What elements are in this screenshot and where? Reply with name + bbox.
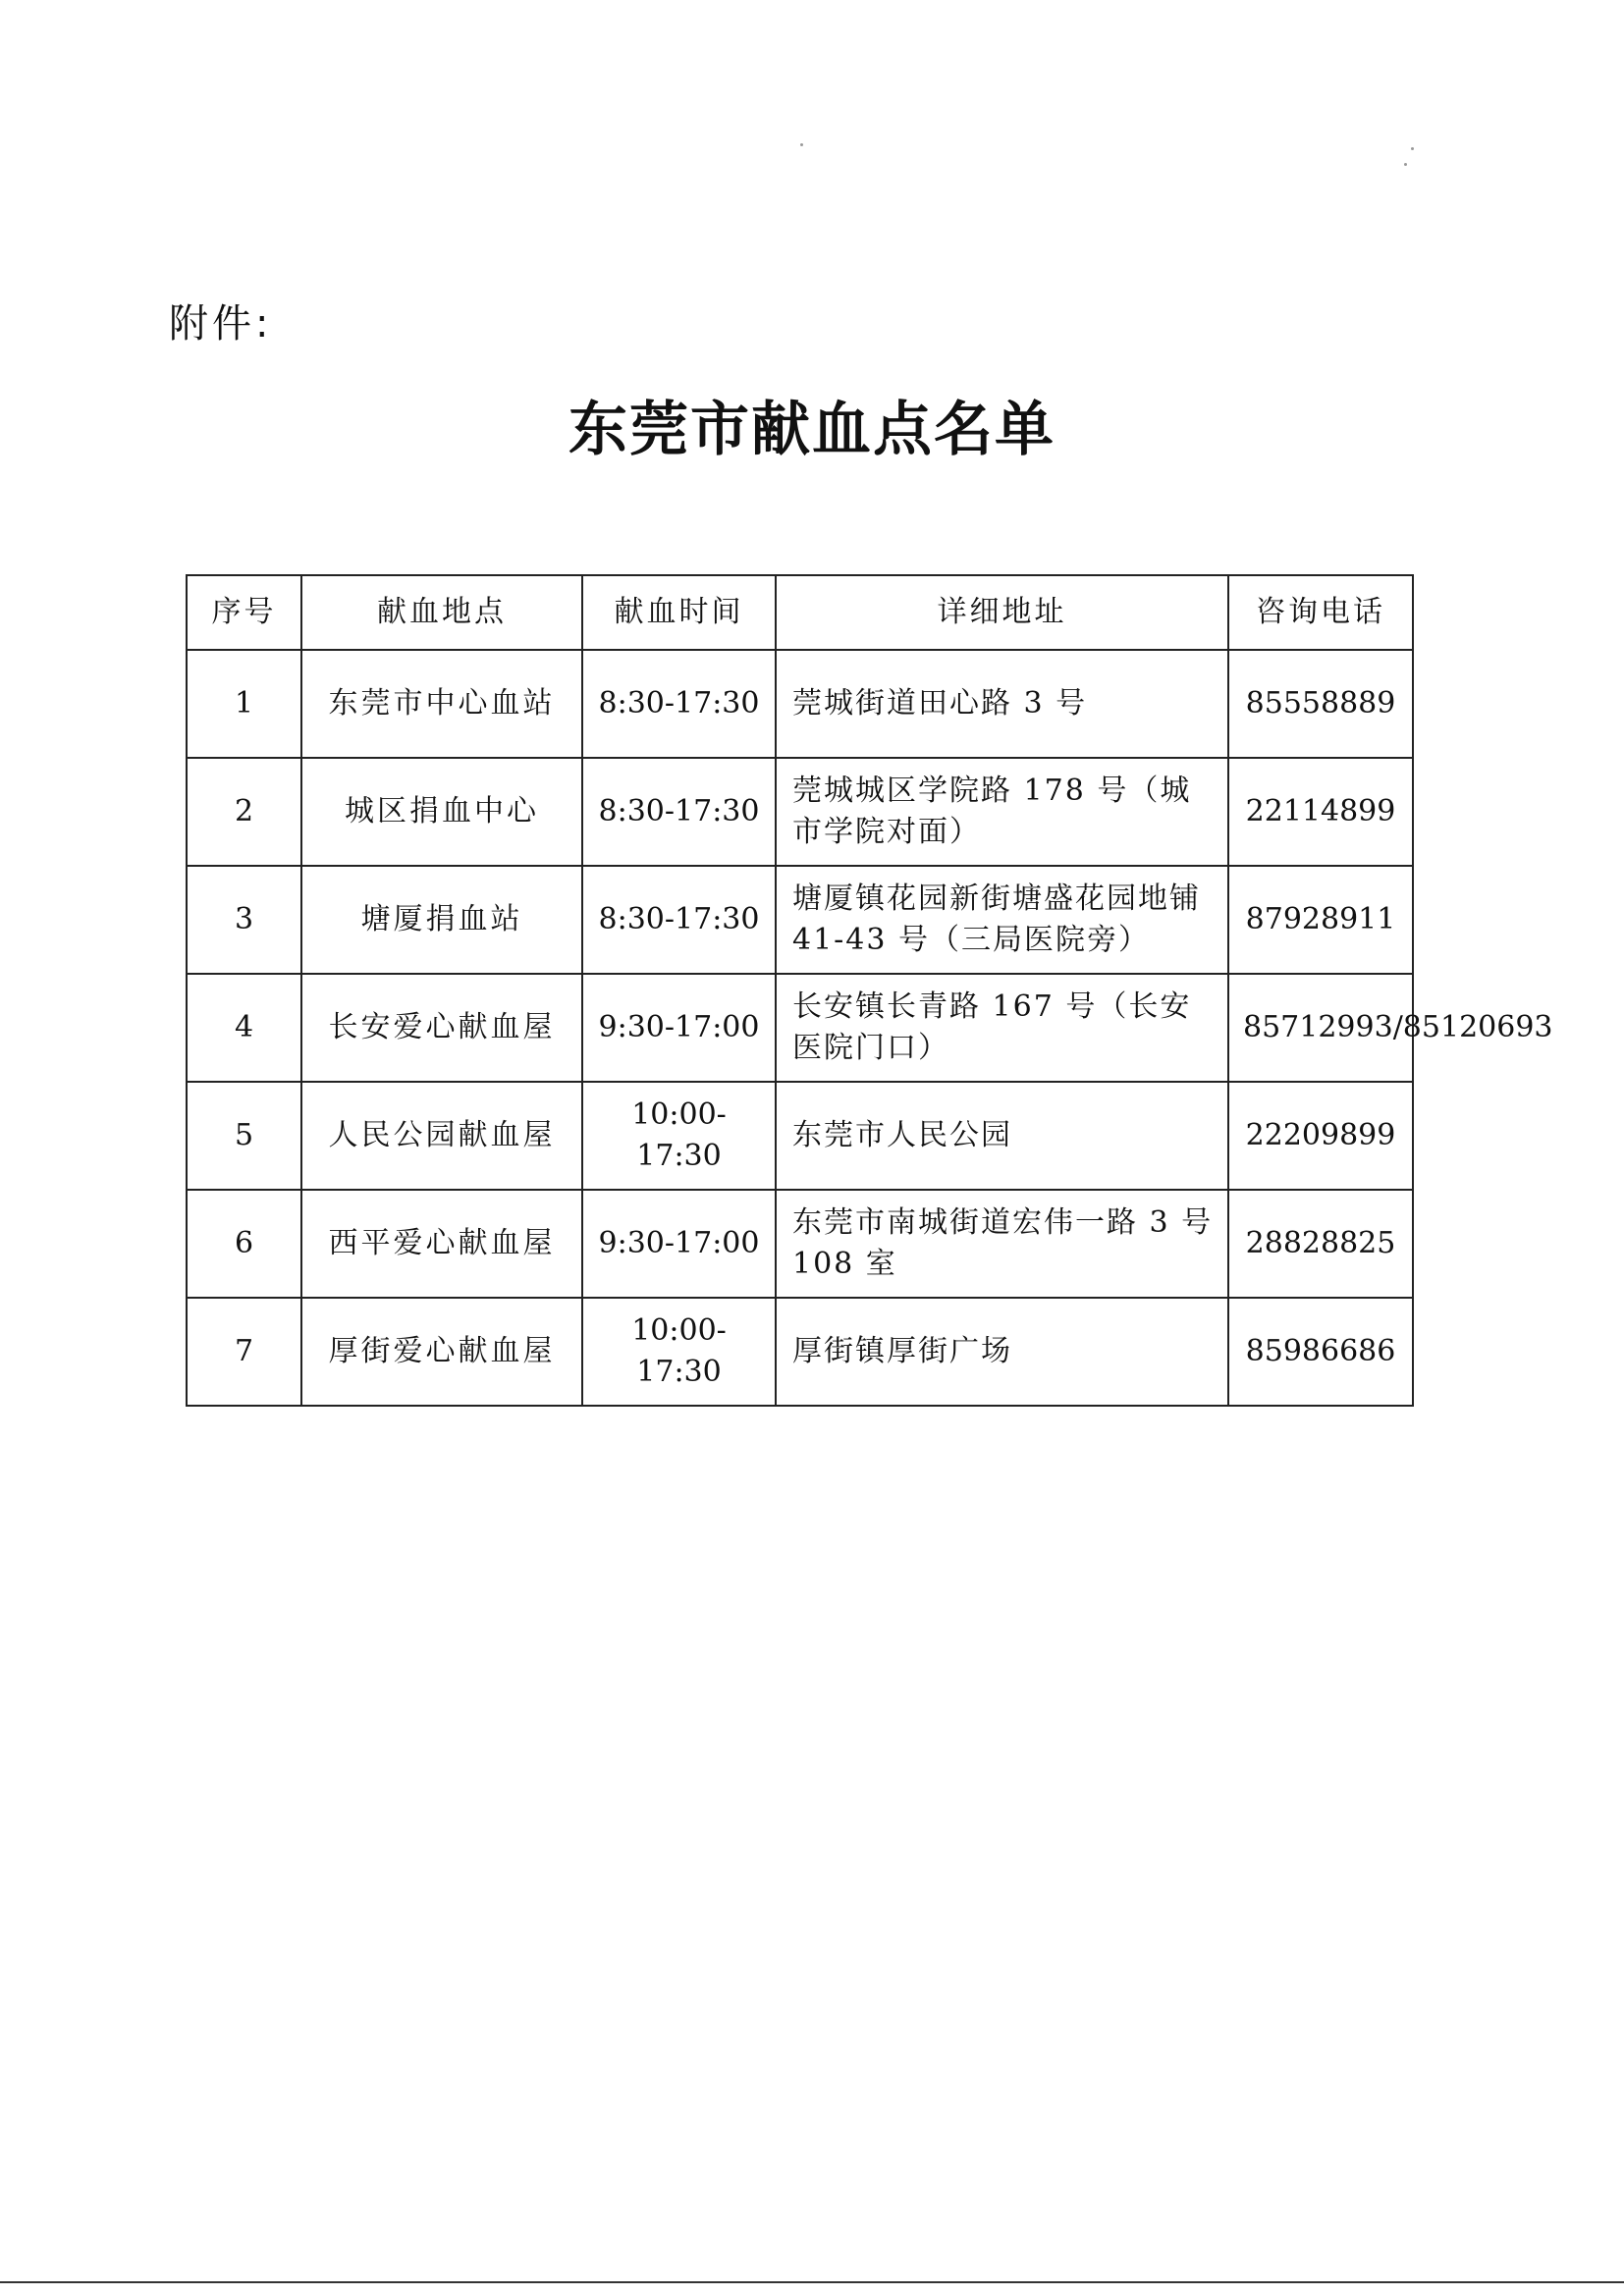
column-header-seq: 序号 bbox=[187, 575, 301, 650]
scan-speck bbox=[1404, 163, 1407, 166]
cell-address: 东莞市人民公园 bbox=[776, 1082, 1228, 1190]
scan-edge-line bbox=[0, 2281, 1624, 2283]
cell-seq: 5 bbox=[187, 1082, 301, 1190]
table-header-row bbox=[187, 575, 1413, 650]
column-header-phone: 咨询电话 bbox=[1228, 575, 1413, 650]
cell-seq: 1 bbox=[187, 650, 301, 758]
scan-speck bbox=[800, 143, 803, 146]
cell-site: 西平爱心献血屋 bbox=[301, 1190, 582, 1298]
donation-sites-table bbox=[186, 574, 1553, 1407]
cell-time: 8:30-17:30 bbox=[582, 758, 776, 866]
column-header-address: 详细地址 bbox=[776, 575, 1228, 650]
cell-seq: 7 bbox=[187, 1298, 301, 1406]
cell-phone: 28828825 bbox=[1228, 1190, 1413, 1298]
cell-site: 塘厦捐血站 bbox=[301, 866, 582, 974]
cell-time: 9:30-17:00 bbox=[582, 1190, 776, 1298]
cell-address: 莞城街道田心路 3 号 bbox=[776, 650, 1228, 758]
cell-site: 人民公园献血屋 bbox=[301, 1082, 582, 1190]
table-row bbox=[187, 1190, 1413, 1298]
attachment-label: 附件: bbox=[169, 301, 273, 347]
table-row bbox=[187, 1298, 1413, 1406]
cell-phone: 85712993/85120693 bbox=[1228, 974, 1413, 1082]
cell-address: 东莞市南城街道宏伟一路 3 号 108 室 bbox=[776, 1190, 1228, 1298]
cell-phone: 22209899 bbox=[1228, 1082, 1413, 1190]
cell-time: 10:00-17:30 bbox=[582, 1082, 776, 1190]
cell-time: 10:00-17:30 bbox=[582, 1298, 776, 1406]
cell-address: 塘厦镇花园新街塘盛花园地铺 41-43 号（三局医院旁） bbox=[776, 866, 1228, 974]
cell-time: 8:30-17:30 bbox=[582, 866, 776, 974]
cell-address: 厚街镇厚街广场 bbox=[776, 1298, 1228, 1406]
cell-site: 城区捐血中心 bbox=[301, 758, 582, 866]
cell-site: 长安爱心献血屋 bbox=[301, 974, 582, 1082]
table-row bbox=[187, 1082, 1413, 1190]
page-title: 东莞市献血点名单 bbox=[568, 396, 1056, 464]
table-row bbox=[187, 650, 1413, 758]
table-row bbox=[187, 974, 1413, 1082]
cell-seq: 2 bbox=[187, 758, 301, 866]
scan-speck bbox=[1411, 147, 1414, 150]
table-body bbox=[187, 650, 1553, 1406]
cell-phone: 85558889 bbox=[1228, 650, 1413, 758]
table-row bbox=[187, 758, 1413, 866]
cell-seq: 3 bbox=[187, 866, 301, 974]
cell-phone: 85986686 bbox=[1228, 1298, 1413, 1406]
cell-phone: 22114899 bbox=[1228, 758, 1413, 866]
cell-time: 9:30-17:00 bbox=[582, 974, 776, 1082]
column-header-site: 献血地点 bbox=[301, 575, 582, 650]
cell-site: 东莞市中心血站 bbox=[301, 650, 582, 758]
cell-address: 莞城城区学院路 178 号（城市学院对面） bbox=[776, 758, 1228, 866]
table-row bbox=[187, 866, 1413, 974]
column-header-time: 献血时间 bbox=[582, 575, 776, 650]
cell-seq: 6 bbox=[187, 1190, 301, 1298]
cell-site: 厚街爱心献血屋 bbox=[301, 1298, 582, 1406]
cell-phone: 87928911 bbox=[1228, 866, 1413, 974]
cell-address: 长安镇长青路 167 号（长安医院门口） bbox=[776, 974, 1228, 1082]
cell-seq: 4 bbox=[187, 974, 301, 1082]
cell-time: 8:30-17:30 bbox=[582, 650, 776, 758]
donation-sites-table-container bbox=[186, 574, 1553, 1407]
